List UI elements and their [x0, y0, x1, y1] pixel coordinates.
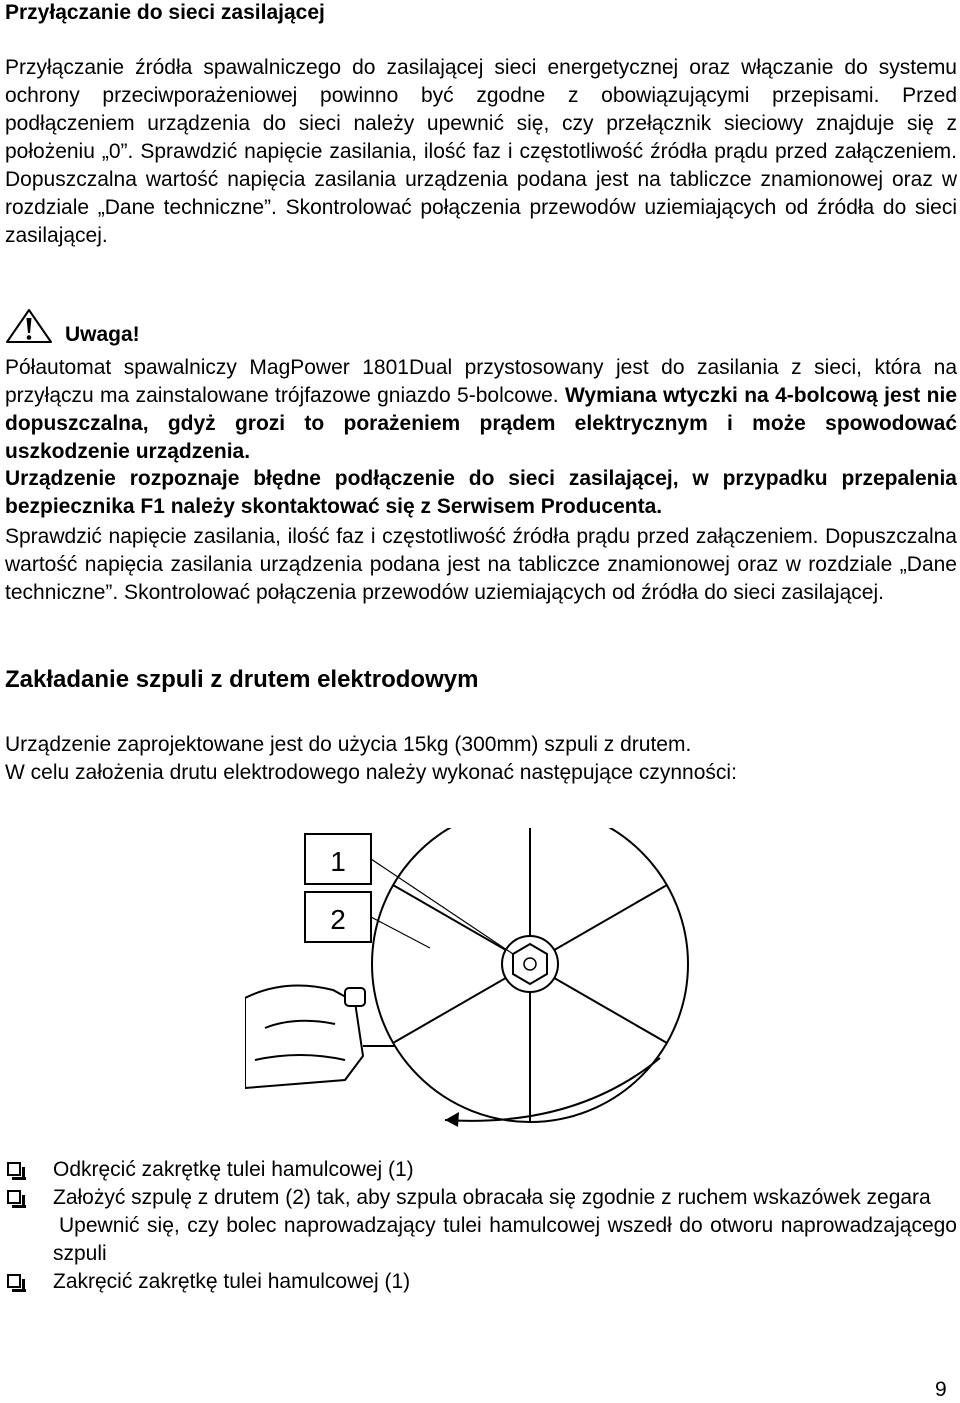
connection-paragraph: Przyłączanie źródła spawalniczego do zasilającej sieci energetycznej oraz włączanie do systemu ochrony przeciwporażeniowej powinno być zgodne z obowiązującymi przepisami. Przed podłączeniem urządzenia do sieci należy upewnić się, czy przełącznik sieciowy znajduje się z położeniu „0”. Sprawdzić napięcie zasilania, ilość faz i częstotliwość źródła prądu przed załączeniem. Dopuszczalna wartość napięcia zasilania urządzenia podana jest na tabliczce znamionowej oraz w rozdziale „Dane techniczne”. Skontrolować połączenia przewodów uziemiających od źródła do sieci zasilającej.	[5, 56, 957, 247]
list-item	[5, 1268, 957, 1296]
spool-intro-line-2: W celu założenia drutu elektrodowego należy wykonać następujące czynności:	[5, 761, 737, 784]
warning-triangle-icon	[5, 308, 53, 344]
checkbox-bullet-icon	[7, 1162, 21, 1176]
spool-intro-line-1: Urządzenie zaprojektowane jest do użycia 15kg (300mm) szpuli z drutem.	[5, 733, 692, 756]
step-text: Zakręcić zakrętkę tulei hamulcowej (1)	[53, 1270, 411, 1293]
list-item	[5, 1156, 957, 1184]
warning-text	[5, 354, 957, 466]
spool-intro	[5, 731, 957, 787]
step-text: Odkręcić zakrętkę tulei hamulcowej (1)	[53, 1158, 414, 1181]
section-heading-spool: Zakładanie szpuli z drutem elektrodowym	[5, 666, 479, 693]
wire-feeder	[245, 986, 395, 1089]
warning-title: Uwaga!	[65, 323, 140, 346]
section-heading-connection: Przyłączanie do sieci zasilającej	[5, 1, 325, 24]
spool-diagram	[245, 828, 705, 1128]
hub-nut	[513, 944, 547, 984]
warning-header	[5, 308, 205, 344]
steps-list	[5, 1156, 957, 1296]
checkbox-bullet-icon	[7, 1274, 21, 1288]
checkbox-bullet-icon	[7, 1190, 21, 1204]
list-item	[5, 1184, 957, 1212]
figure-label-1: 1	[330, 846, 346, 877]
list-item	[5, 1212, 957, 1268]
warning-plain-text: Półautomat spawalniczy MagPower 1801Dual przystosowany jest do zasilania z sieci, która na przyłączu ma zainstalowane trójfazowe gniazdo 5-bolcowe.	[5, 356, 957, 407]
step-text: Założyć szpulę z drutem (2) tak, aby szpula obracała się zgodnie z ruchem wskazówek zegara	[53, 1186, 931, 1209]
step-text: Upewnić się, czy bolec naprowadzający tulei hamulcowej wszedł do otworu naprowadzającego szpuli	[53, 1214, 957, 1265]
page-number: 9	[935, 1378, 947, 1401]
warning-check-paragraph: Sprawdzić napięcie zasilania, ilość faz i częstotliwość źródła prądu przed załączeniem. Dopuszczalna wartość napięcia zasilania urządzenia podana jest na tabliczce znamionowej oraz w rozdziale „Dane techniczne”. Skontrolować połączenia przewodów uziemiających od źródła do sieci zasilającej.	[5, 525, 957, 604]
figure-label-2: 2	[330, 904, 346, 935]
warning-bold-text: Wymiana wtyczki na 4-bolcową jest nie dopuszczalna, gdyż grozi to porażeniem prądem elektrycznym i może spowodować uszkodzenie urządzenia.	[5, 384, 958, 463]
warning-bold-paragraph: Urządzenie rozpoznaje błędne podłączenie do sieci zasilającej, w przypadku przepalenia bezpiecznika F1 należy skontaktować się z Serwisem Producenta.	[5, 467, 957, 518]
